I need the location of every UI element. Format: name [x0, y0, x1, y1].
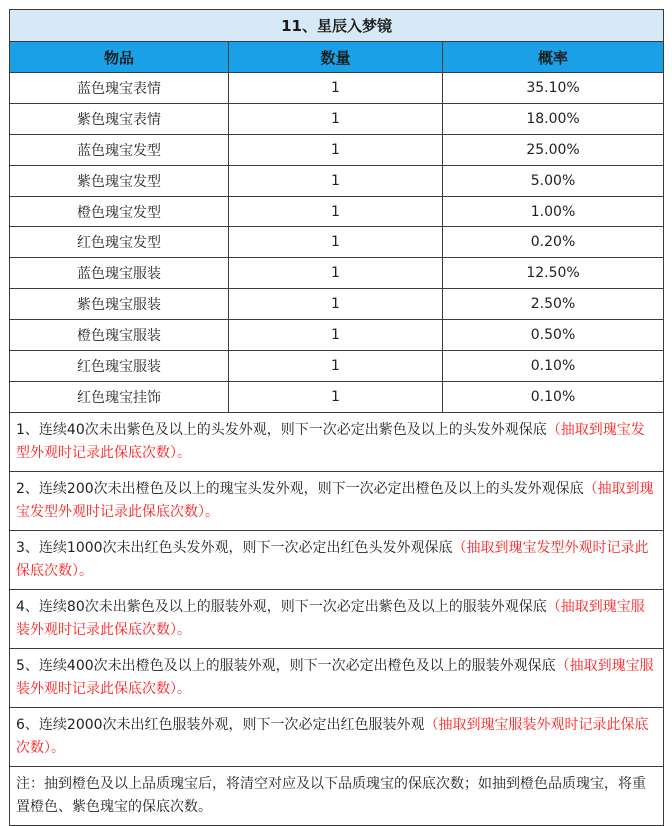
guarantee-note-row	[10, 530, 664, 589]
footnote: 注：抽到橙色及以上品质瑰宝后，将清空对应及以下品质瑰宝的保底次数；如抽到橙色品质瑰宝，将重置橙色、紫色瑰宝的保底次数。	[10, 766, 664, 825]
item-cell: 蓝色瑰宝表情	[10, 73, 229, 104]
quantity-cell: 1	[229, 73, 443, 104]
guarantee-note-row	[10, 412, 664, 471]
probability-cell: 0.20%	[443, 227, 664, 258]
item-cell: 蓝色瑰宝服装	[10, 258, 229, 289]
table-row	[10, 73, 664, 104]
probability-cell: 25.00%	[443, 134, 664, 165]
guarantee-note-end: 。	[177, 621, 191, 638]
quantity-cell: 1	[229, 258, 443, 289]
item-cell: 紫色瑰宝表情	[10, 103, 229, 134]
quantity-cell: 1	[229, 227, 443, 258]
footnote-row	[10, 766, 664, 825]
table-row	[10, 320, 664, 351]
guarantee-note-remark: （抽取到瑰宝发型外观时记录此保底次数）	[16, 421, 645, 461]
guarantee-note-end: 。	[79, 562, 93, 579]
table-row	[10, 381, 664, 412]
table-row	[10, 258, 664, 289]
guarantee-note-row	[10, 648, 664, 707]
quantity-cell: 1	[229, 196, 443, 227]
probability-cell: 2.50%	[443, 289, 664, 320]
table-header-row	[10, 42, 664, 73]
table-row	[10, 165, 664, 196]
table-title-row	[10, 10, 664, 42]
guarantee-note-text: 1、连续40次未出紫色及以上的头发外观，则下一次必定出紫色及以上的头发外观保底	[16, 421, 547, 438]
guarantee-note-remark: （抽取到瑰宝服装外观时记录此保底次数）	[16, 598, 645, 638]
guarantee-note-end: 。	[51, 739, 65, 756]
item-cell: 橙色瑰宝服装	[10, 320, 229, 351]
item-cell: 紫色瑰宝服装	[10, 289, 229, 320]
probability-cell: 5.00%	[443, 165, 664, 196]
table-title: 11、星辰入梦镜	[10, 10, 664, 42]
probability-cell: 0.10%	[443, 351, 664, 382]
item-cell: 橙色瑰宝发型	[10, 196, 229, 227]
quantity-cell: 1	[229, 320, 443, 351]
quantity-cell: 1	[229, 351, 443, 382]
guarantee-note-text: 6、连续2000次未出红色服装外观，则下一次必定出红色服装外观	[16, 716, 425, 733]
guarantee-note-row	[10, 707, 664, 766]
probability-table-container	[9, 9, 663, 826]
column-header-item: 物品	[10, 42, 229, 73]
guarantee-note-row	[10, 471, 664, 530]
probability-cell: 0.50%	[443, 320, 664, 351]
guarantee-note	[10, 471, 664, 530]
guarantee-note-end: 。	[177, 680, 191, 697]
probability-table	[9, 9, 664, 826]
guarantee-note	[10, 412, 664, 471]
guarantee-note-row	[10, 589, 664, 648]
guarantee-note-text: 3、连续1000次未出红色头发外观，则下一次必定出红色头发外观保底	[16, 539, 453, 556]
probability-cell: 12.50%	[443, 258, 664, 289]
table-row	[10, 351, 664, 382]
quantity-cell: 1	[229, 381, 443, 412]
guarantee-note-text: 4、连续80次未出紫色及以上的服装外观，则下一次必定出紫色及以上的服装外观保底	[16, 598, 547, 615]
table-row	[10, 196, 664, 227]
quantity-cell: 1	[229, 165, 443, 196]
guarantee-note-remark: （抽取到瑰宝发型外观时记录此保底次数）	[16, 539, 649, 579]
probability-cell: 0.10%	[443, 381, 664, 412]
table-row	[10, 227, 664, 258]
guarantee-note	[10, 530, 664, 589]
column-header-quantity: 数量	[229, 42, 443, 73]
quantity-cell: 1	[229, 103, 443, 134]
guarantee-note-remark: （抽取到瑰宝发型外观时记录此保底次数）	[16, 480, 654, 520]
guarantee-note-remark: （抽取到瑰宝服装外观时记录此保底次数）	[16, 657, 654, 697]
quantity-cell: 1	[229, 289, 443, 320]
probability-cell: 35.10%	[443, 73, 664, 104]
guarantee-note-remark: （抽取到瑰宝服装外观时记录此保底次数）	[16, 716, 649, 756]
probability-cell: 18.00%	[443, 103, 664, 134]
item-cell: 紫色瑰宝发型	[10, 165, 229, 196]
item-cell: 红色瑰宝服装	[10, 351, 229, 382]
guarantee-note-end: 。	[205, 503, 219, 520]
item-cell: 蓝色瑰宝发型	[10, 134, 229, 165]
guarantee-note-end: 。	[177, 444, 191, 461]
item-cell: 红色瑰宝发型	[10, 227, 229, 258]
quantity-cell: 1	[229, 134, 443, 165]
guarantee-note	[10, 589, 664, 648]
guarantee-note-text: 2、连续200次未出橙色及以上的瑰宝头发外观，则下一次必定出橙色及以上的头发外观保底	[16, 480, 584, 497]
item-cell: 红色瑰宝挂饰	[10, 381, 229, 412]
probability-cell: 1.00%	[443, 196, 664, 227]
guarantee-note-text: 5、连续400次未出橙色及以上的服装外观，则下一次必定出橙色及以上的服装外观保底	[16, 657, 556, 674]
table-row	[10, 134, 664, 165]
column-header-probability: 概率	[443, 42, 664, 73]
guarantee-note	[10, 648, 664, 707]
table-row	[10, 289, 664, 320]
guarantee-note	[10, 707, 664, 766]
table-row	[10, 103, 664, 134]
